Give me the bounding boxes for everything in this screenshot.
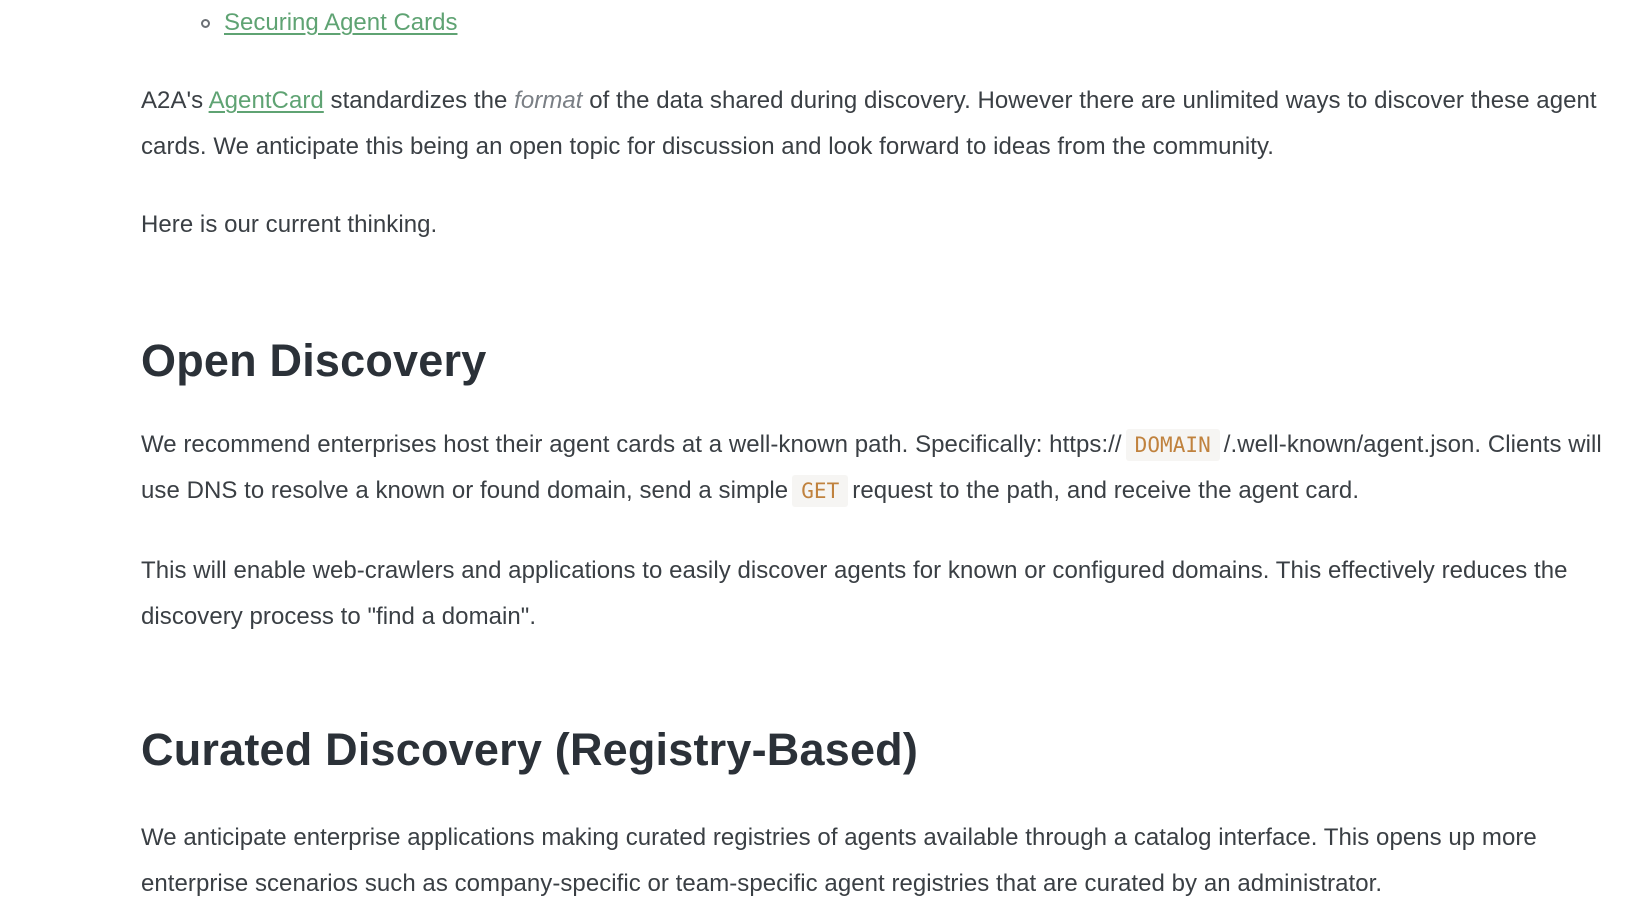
open-discovery-paragraph-1 <box>141 422 1621 514</box>
curated-discovery-paragraph: We anticipate enterprise applications making curated registries of agents available through a catalog interface. This opens up more enterprise scenarios such as company-specific or team-specific agent registries that are curated by an administrator. <box>141 824 1537 897</box>
open-discovery-paragraph-2: This will enable web-crawlers and applications to easily discover agents for known or configured domains. This effectively reduces the discovery process to "find a domain". <box>141 557 1568 630</box>
intro-paragraph <box>141 78 1601 170</box>
toc-item-securing-agent-cards <box>201 7 457 39</box>
intro-rest: of the data shared during discovery. However there are unlimited ways to discover these agent cards. We anticipate this being an open topic for discussion and look forward to ideas from the community. <box>141 87 1597 160</box>
open-discovery-text-b: /.well-known/agent.json. Clients will use DNS to resolve a known or found domain, send a simple <box>141 431 1602 504</box>
agentcard-link[interactable]: AgentCard <box>208 87 324 114</box>
intro-prefix: A2A's <box>141 87 209 114</box>
curated-discovery-heading: Curated Discovery (Registry-Based) <box>141 724 919 775</box>
toc-sublist <box>201 7 457 39</box>
domain-code: DOMAIN <box>1126 429 1220 461</box>
current-thinking-paragraph: Here is our current thinking. <box>141 211 438 238</box>
format-emphasis: format <box>514 87 583 114</box>
get-code: GET <box>792 475 848 507</box>
open-discovery-heading: Open Discovery <box>141 335 487 386</box>
open-discovery-text-a: We recommend enterprises host their agent cards at a well-known path. Specifically: https:// <box>141 431 1122 458</box>
open-discovery-text-c: request to the path, and receive the agent card. <box>852 477 1360 504</box>
intro-mid: standardizes the <box>323 87 515 114</box>
hollow-bullet-icon <box>201 19 210 28</box>
toc-link-securing-agent-cards[interactable]: Securing Agent Cards <box>224 9 458 36</box>
